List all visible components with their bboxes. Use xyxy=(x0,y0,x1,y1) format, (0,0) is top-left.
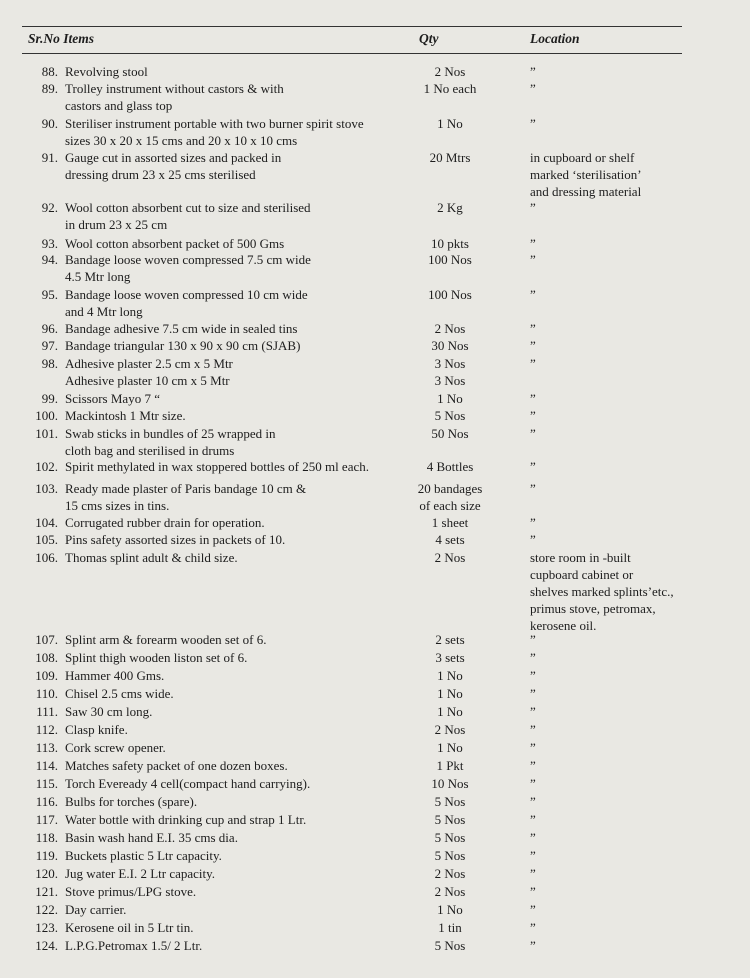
item-description-line: Adhesive plaster 10 cm x 5 Mtr xyxy=(65,373,230,388)
item-quantity xyxy=(400,531,500,548)
item-location-line: ” xyxy=(530,704,536,719)
row-number: 90. xyxy=(41,116,58,131)
item-location-line: ” xyxy=(530,532,536,547)
item-location xyxy=(530,63,536,80)
item-description-line: 15 cms sizes in tins. xyxy=(65,498,170,513)
item-description-line: Scissors Mayo 7 “ xyxy=(65,391,160,406)
item-location xyxy=(530,480,536,497)
row-number: 109. xyxy=(35,668,58,683)
item-description-line: Basin wash hand E.I. 35 cms dia. xyxy=(65,830,238,845)
row-number: 97. xyxy=(41,338,58,353)
item-quantity xyxy=(400,919,500,936)
item-location-line: ” xyxy=(530,686,536,701)
header-location: Location xyxy=(530,31,580,46)
item-description-line: Kerosene oil in 5 Ltr tin. xyxy=(65,920,194,935)
row-number: 123. xyxy=(35,920,58,935)
item-description xyxy=(65,480,306,514)
item-location xyxy=(530,811,536,828)
item-quantity-line: 50 Nos xyxy=(431,426,469,441)
item-location xyxy=(530,721,536,738)
item-description xyxy=(65,919,194,936)
item-location xyxy=(530,514,536,531)
item-description xyxy=(65,847,222,864)
item-description-line: Steriliser instrument portable with two burner spirit stove xyxy=(65,116,364,131)
item-quantity xyxy=(400,703,500,720)
row-number: 98. xyxy=(41,356,58,371)
row-number: 119. xyxy=(35,848,58,863)
item-quantity xyxy=(400,337,500,354)
item-quantity-line: 2 Kg xyxy=(437,200,463,215)
item-description-line: Adhesive plaster 2.5 cm x 5 Mtr xyxy=(65,356,233,371)
item-quantity-line: 1 No xyxy=(437,668,463,683)
item-quantity xyxy=(400,286,500,303)
item-location-line: ” xyxy=(530,236,536,251)
item-description-line: Bandage triangular 130 x 90 x 90 cm (SJAB) xyxy=(65,338,301,353)
item-description xyxy=(65,685,174,702)
row-number: 117. xyxy=(35,812,58,827)
item-description-line: Pins safety assorted sizes in packets of 10. xyxy=(65,532,286,547)
item-location xyxy=(530,531,536,548)
row-number: 112. xyxy=(35,722,58,737)
item-description-line: Thomas splint adult & child size. xyxy=(65,550,238,565)
item-location-line: ” xyxy=(530,668,536,683)
item-quantity xyxy=(400,685,500,702)
item-description-line: castors and glass top xyxy=(65,98,173,113)
item-description xyxy=(65,320,298,337)
item-description-line: Ready made plaster of Paris bandage 10 cm & xyxy=(65,481,307,496)
item-location xyxy=(530,458,536,475)
item-description-line: Chisel 2.5 cms wide. xyxy=(65,686,174,701)
item-description xyxy=(65,514,265,531)
item-location-line: ” xyxy=(530,794,536,809)
item-location-line: ” xyxy=(530,481,536,496)
item-location xyxy=(530,407,536,424)
item-quantity-line: 5 Nos xyxy=(434,848,466,863)
item-description xyxy=(65,649,247,666)
item-description xyxy=(65,739,166,756)
row-number: 114. xyxy=(35,758,58,773)
item-quantity-line: 5 Nos xyxy=(434,830,466,845)
item-location xyxy=(530,286,536,303)
item-location xyxy=(530,757,536,774)
item-description xyxy=(65,355,233,389)
item-quantity-line: 2 sets xyxy=(435,632,465,647)
item-quantity-line: 2 Nos xyxy=(434,64,466,79)
item-description-line: Bandage loose woven compressed 7.5 cm wide xyxy=(65,252,311,267)
row-number: 102. xyxy=(35,459,58,474)
item-quantity-line: 1 No xyxy=(437,116,463,131)
item-location xyxy=(530,901,536,918)
item-location-line: shelves marked splints’etc., xyxy=(530,584,674,599)
item-description-line: Buckets plastic 5 Ltr capacity. xyxy=(65,848,222,863)
item-quantity-line: 1 sheet xyxy=(431,515,469,530)
item-location-line: kerosene oil. xyxy=(530,618,597,633)
row-number: 108. xyxy=(35,650,58,665)
item-description xyxy=(65,63,148,80)
item-description-line: cloth bag and sterilised in drums xyxy=(65,443,235,458)
item-location-line: ” xyxy=(530,938,536,953)
item-quantity xyxy=(400,901,500,918)
item-location-line: ” xyxy=(530,426,536,441)
item-quantity xyxy=(400,115,500,132)
item-quantity xyxy=(400,739,500,756)
row-number: 103. xyxy=(35,481,58,496)
item-location-line: ” xyxy=(530,321,536,336)
item-location xyxy=(530,739,536,756)
item-location-line: cupboard cabinet or xyxy=(530,567,634,582)
row-number: 92. xyxy=(41,200,58,215)
item-description-line: Wool cotton absorbent packet of 500 Gms xyxy=(65,236,285,251)
item-location xyxy=(530,199,536,216)
item-description-line: L.P.G.Petromax 1.5/ 2 Ltr. xyxy=(65,938,203,953)
item-location-line: ” xyxy=(530,252,536,267)
item-quantity xyxy=(400,199,500,216)
item-location-line: ” xyxy=(530,391,536,406)
item-location xyxy=(530,685,536,702)
item-description xyxy=(65,721,128,738)
row-number: 101. xyxy=(35,426,58,441)
item-quantity-line: 3 Nos xyxy=(434,356,466,371)
item-quantity-line: 20 Mtrs xyxy=(429,150,471,165)
item-quantity-line: 1 No each xyxy=(423,81,477,96)
item-location xyxy=(530,80,536,97)
item-quantity-line: 100 Nos xyxy=(428,287,472,302)
item-description xyxy=(65,251,311,285)
item-description xyxy=(65,883,196,900)
item-description-line: Stove primus/LPG stove. xyxy=(65,884,197,899)
item-location-line: ” xyxy=(530,920,536,935)
item-description xyxy=(65,390,160,407)
item-description-line: Water bottle with drinking cup and strap 1 Ltr. xyxy=(65,812,307,827)
item-quantity-line: 5 Nos xyxy=(434,812,466,827)
item-location xyxy=(530,149,642,200)
item-quantity-line: 4 sets xyxy=(435,532,465,547)
item-description-line: in drum 23 x 25 cm xyxy=(65,217,168,232)
header-sr-items: Sr.No Items xyxy=(28,31,95,46)
item-location-line: ” xyxy=(530,356,536,371)
item-description-line: Bulbs for torches (spare). xyxy=(65,794,198,809)
item-location-line: ” xyxy=(530,81,536,96)
item-quantity xyxy=(400,667,500,684)
row-number: 105. xyxy=(35,532,58,547)
item-description xyxy=(65,865,215,882)
item-quantity-line: 3 Nos xyxy=(434,373,466,388)
row-number: 100. xyxy=(35,408,58,423)
row-number: 113. xyxy=(35,740,58,755)
row-number: 115. xyxy=(35,776,58,791)
row-number: 111. xyxy=(36,704,58,719)
item-location xyxy=(530,937,536,954)
item-location-line: ” xyxy=(530,200,536,215)
item-description xyxy=(65,531,285,548)
item-description xyxy=(65,286,308,320)
item-description-line: Torch Eveready 4 cell(compact hand carrying). xyxy=(65,776,311,791)
item-quantity xyxy=(400,757,500,774)
item-quantity-line: of each size xyxy=(419,498,481,513)
row-number: 93. xyxy=(41,236,58,251)
item-description xyxy=(65,425,276,459)
item-description-line: Bandage loose woven compressed 10 cm wide xyxy=(65,287,308,302)
item-description-line: Gauge cut in assorted sizes and packed in xyxy=(65,150,282,165)
item-quantity-line: 2 Nos xyxy=(434,884,466,899)
item-quantity-line: 1 Pkt xyxy=(436,758,464,773)
item-location-line: ” xyxy=(530,116,536,131)
item-description xyxy=(65,549,238,566)
item-description xyxy=(65,407,186,424)
row-number: 116. xyxy=(35,794,58,809)
item-description xyxy=(65,811,306,828)
item-location-line: ” xyxy=(530,776,536,791)
item-quantity xyxy=(400,407,500,424)
row-number: 120. xyxy=(35,866,58,881)
item-description-line: sizes 30 x 20 x 15 cms and 20 x 10 x 10 cms xyxy=(65,133,298,148)
item-location xyxy=(530,390,536,407)
row-number: 122. xyxy=(35,902,58,917)
item-quantity xyxy=(400,458,500,475)
item-location xyxy=(530,251,536,268)
item-quantity xyxy=(400,390,500,407)
item-quantity-line: 1 No xyxy=(437,391,463,406)
item-location-line: ” xyxy=(530,650,536,665)
item-location xyxy=(530,337,536,354)
item-description xyxy=(65,149,281,183)
item-location xyxy=(530,919,536,936)
item-description-line: and 4 Mtr long xyxy=(65,304,143,319)
item-location-line: ” xyxy=(530,408,536,423)
item-location xyxy=(530,883,536,900)
item-location xyxy=(530,847,536,864)
row-number: 89. xyxy=(41,81,58,96)
item-description xyxy=(65,667,164,684)
item-location xyxy=(530,549,674,634)
item-location xyxy=(530,649,536,666)
item-location-line: in cupboard or shelf xyxy=(530,150,635,165)
item-description-line: Splint thigh wooden liston set of 6. xyxy=(65,650,248,665)
item-description-line: Spirit methylated in wax stoppered bottles of 250 ml each. xyxy=(65,459,369,474)
item-location-line: marked ‘sterilisation’ xyxy=(530,167,642,182)
item-location-line: ” xyxy=(530,722,536,737)
item-quantity xyxy=(400,793,500,810)
row-number: 91. xyxy=(41,150,58,165)
item-location-line: ” xyxy=(530,459,536,474)
item-quantity xyxy=(400,811,500,828)
item-description xyxy=(65,901,126,918)
item-quantity-line: 2 Nos xyxy=(434,722,466,737)
header-qty: Qty xyxy=(419,31,439,46)
item-quantity-line: 2 Nos xyxy=(434,866,466,881)
item-description-line: Clasp knife. xyxy=(65,722,128,737)
item-location-line: ” xyxy=(530,632,536,647)
item-description xyxy=(65,703,152,720)
item-quantity xyxy=(400,355,500,389)
item-location xyxy=(530,320,536,337)
item-quantity-line: 1 No xyxy=(437,902,463,917)
item-quantity xyxy=(400,549,500,566)
header-rule xyxy=(22,53,682,54)
item-description-line: Swab sticks in bundles of 25 wrapped in xyxy=(65,426,276,441)
item-description xyxy=(65,337,300,354)
item-quantity-line: 5 Nos xyxy=(434,938,466,953)
item-quantity-line: 10 Nos xyxy=(431,776,469,791)
item-description xyxy=(65,829,238,846)
item-location xyxy=(530,425,536,442)
item-quantity-line: 2 Nos xyxy=(434,550,466,565)
item-description xyxy=(65,235,284,252)
item-location-line: ” xyxy=(530,884,536,899)
row-number: 118. xyxy=(35,830,58,845)
item-quantity-line: 10 pkts xyxy=(431,236,469,251)
item-description-line: dressing drum 23 x 25 cms sterilised xyxy=(65,167,256,182)
row-number: 107. xyxy=(35,632,58,647)
item-description xyxy=(65,115,364,149)
item-description-line: Bandage adhesive 7.5 cm wide in sealed tins xyxy=(65,321,298,336)
item-description-line: Saw 30 cm long. xyxy=(65,704,153,719)
item-location-line: ” xyxy=(530,515,536,530)
item-quantity xyxy=(400,721,500,738)
item-location xyxy=(530,235,536,252)
row-number: 94. xyxy=(41,252,58,267)
item-description xyxy=(65,775,310,792)
item-location xyxy=(530,865,536,882)
item-location-line: ” xyxy=(530,740,536,755)
item-location-line: ” xyxy=(530,902,536,917)
item-description xyxy=(65,793,197,810)
item-quantity-line: 4 Bottles xyxy=(426,459,474,474)
item-quantity-line: 1 No xyxy=(437,740,463,755)
item-quantity xyxy=(400,320,500,337)
item-quantity xyxy=(400,775,500,792)
item-description-line: Mackintosh 1 Mtr size. xyxy=(65,408,186,423)
item-quantity xyxy=(400,829,500,846)
item-location xyxy=(530,703,536,720)
item-description-line: Trolley instrument without castors & with xyxy=(65,81,284,96)
item-quantity-line: 30 Nos xyxy=(431,338,469,353)
item-description xyxy=(65,937,202,954)
item-location-line: ” xyxy=(530,338,536,353)
row-number: 110. xyxy=(35,686,58,701)
item-location-line: ” xyxy=(530,830,536,845)
item-description-line: 4.5 Mtr long xyxy=(65,269,131,284)
top-rule xyxy=(22,26,682,27)
item-quantity-line: 100 Nos xyxy=(428,252,472,267)
row-number: 96. xyxy=(41,321,58,336)
row-number: 99. xyxy=(41,391,58,406)
item-quantity-line: 5 Nos xyxy=(434,408,466,423)
item-quantity-line: 5 Nos xyxy=(434,794,466,809)
item-quantity xyxy=(400,631,500,648)
item-quantity xyxy=(400,847,500,864)
item-location xyxy=(530,829,536,846)
item-quantity xyxy=(400,425,500,442)
item-quantity-line: 3 sets xyxy=(435,650,465,665)
item-location-line: store room in -built xyxy=(530,550,631,565)
item-quantity xyxy=(400,937,500,954)
item-quantity xyxy=(400,235,500,252)
item-description-line: Corrugated rubber drain for operation. xyxy=(65,515,265,530)
item-description-line: Wool cotton absorbent cut to size and sterilised xyxy=(65,200,311,215)
item-description-line: Day carrier. xyxy=(65,902,127,917)
item-description xyxy=(65,631,266,648)
item-description xyxy=(65,458,369,475)
item-quantity xyxy=(400,514,500,531)
item-description-line: Jug water E.I. 2 Ltr capacity. xyxy=(65,866,216,881)
item-description xyxy=(65,80,284,114)
row-number: 124. xyxy=(35,938,58,953)
item-quantity xyxy=(400,649,500,666)
item-quantity xyxy=(400,251,500,268)
row-number: 106. xyxy=(35,550,58,565)
item-location-line: ” xyxy=(530,866,536,881)
item-quantity-line: 1 tin xyxy=(438,920,462,935)
item-description-line: Matches safety packet of one dozen boxes. xyxy=(65,758,288,773)
item-location-line: ” xyxy=(530,287,536,302)
item-description-line: Splint arm & forearm wooden set of 6. xyxy=(65,632,267,647)
item-location xyxy=(530,667,536,684)
item-quantity-line: 1 No xyxy=(437,686,463,701)
item-quantity-line: 2 Nos xyxy=(434,321,466,336)
item-quantity xyxy=(400,865,500,882)
item-location xyxy=(530,775,536,792)
item-description xyxy=(65,757,288,774)
item-location-line: ” xyxy=(530,848,536,863)
item-quantity xyxy=(400,149,500,166)
item-location-line: and dressing material xyxy=(530,184,642,199)
row-number: 121. xyxy=(35,884,58,899)
item-location xyxy=(530,793,536,810)
item-quantity-line: 1 No xyxy=(437,704,463,719)
item-location xyxy=(530,355,536,372)
item-description-line: Cork screw opener. xyxy=(65,740,166,755)
item-location xyxy=(530,115,536,132)
item-description xyxy=(65,199,311,233)
item-quantity-line: 20 bandages xyxy=(417,481,483,496)
item-location-line: ” xyxy=(530,64,536,79)
item-quantity xyxy=(400,80,500,97)
item-quantity xyxy=(400,480,500,514)
row-number: 95. xyxy=(41,287,58,302)
item-location-line: primus stove, petromax, xyxy=(530,601,656,616)
item-location-line: ” xyxy=(530,812,536,827)
item-location xyxy=(530,631,536,648)
row-number: 88. xyxy=(41,64,58,79)
item-location-line: ” xyxy=(530,758,536,773)
item-description-line: Revolving stool xyxy=(65,64,148,79)
item-description-line: Hammer 400 Gms. xyxy=(65,668,165,683)
row-number: 104. xyxy=(35,515,58,530)
item-quantity xyxy=(400,883,500,900)
item-quantity xyxy=(400,63,500,80)
